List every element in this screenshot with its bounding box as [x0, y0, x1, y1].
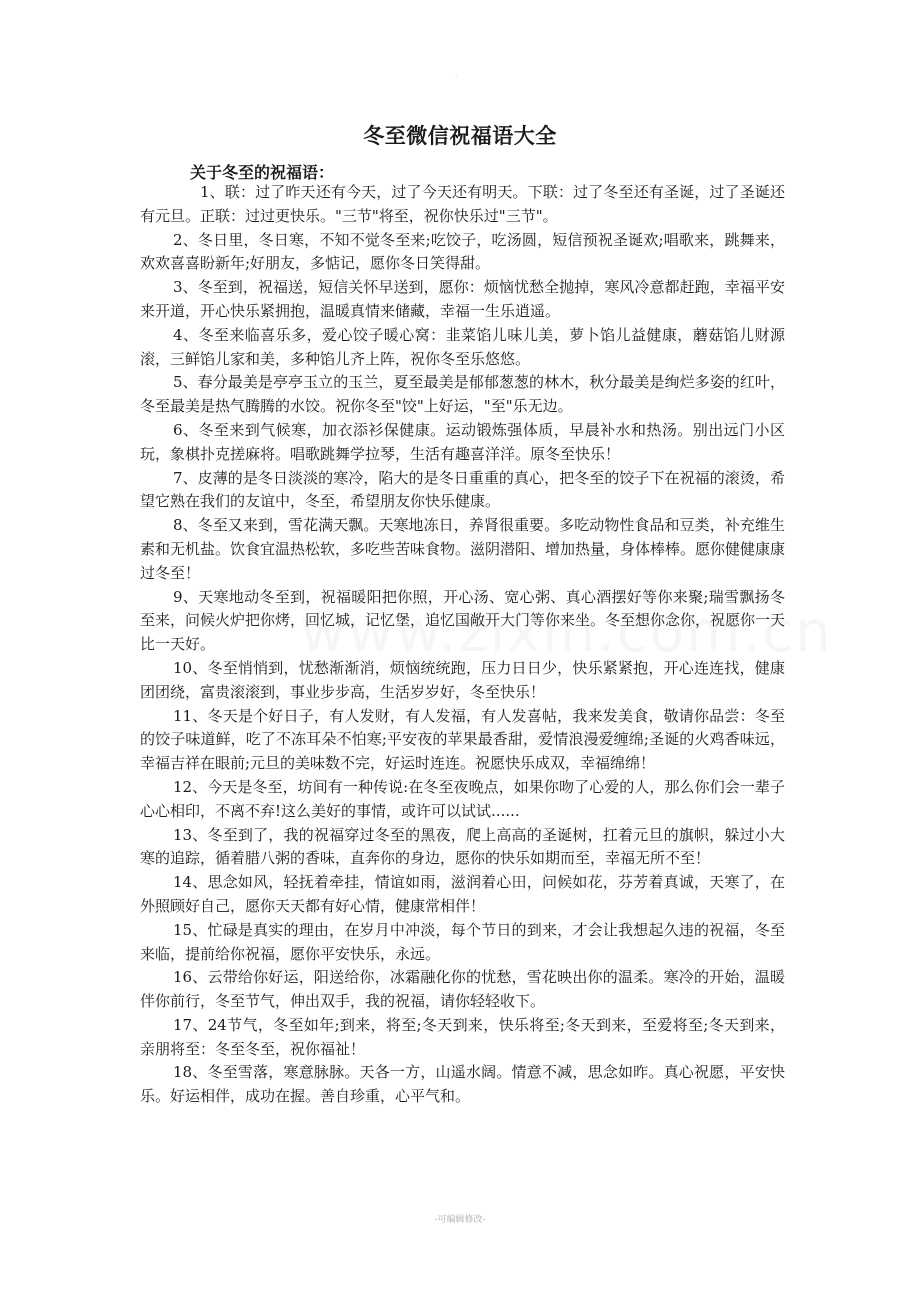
paragraph-11: 11、冬天是个好日子，有人发财，有人发福，有人发喜帖，我来发美食，敬请你品尝：冬至的饺子味道鲜，吃了不冻耳朵不怕寒;平安夜的苹果最香甜，爱情浪漫爱缠绵;圣诞的火鸡香味远，幸福吉祥在眼前;元旦的美味数不完，好运时连连。祝愿快乐成双，幸福绵绵！	[140, 706, 785, 773]
paragraph-6: 6、冬至来到气候寒，加衣添衫保健康。运动锻炼强体质，早晨补水和热汤。别出远门小区玩，象棋扑克搓麻将。唱歌跳舞学拉琴，生活有趣喜洋洋。原冬至快乐！	[140, 420, 785, 463]
body-text	[140, 181, 785, 1109]
paragraph-8: 8、冬至又来到，雪花满天飘。天寒地冻日，养肾很重要。多吃动物性食品和豆类，补充维生素和无机盐。饮食宜温热松软，多吃些苦味食物。滋阴潜阳、增加热量，身体棒棒。愿你健健康康过冬至！	[140, 516, 786, 582]
paragraph-7: 7、皮薄的是冬日淡淡的寒冷，陷大的是冬日重重的真心，把冬至的饺子下在祝福的滚烫，希望它熟在我们的友谊中，冬至，希望朋友你快乐健康。	[140, 468, 785, 511]
paragraph-18: 18、冬至雪落，寒意脉脉。天各一方，山遥水阔。情意不减，思念如昨。真心祝愿，平安快乐。好运相伴，成功在握。善自珍重，心平气和。	[140, 1063, 785, 1106]
paragraph-12: 12、今天是冬至，坊间有一种传说:在冬至夜晚点，如果你吻了心爱的人，那么你们会一辈子心心相印，不离不弃!这么美好的事情，或许可以试试......	[140, 777, 785, 820]
section-heading: 关于冬至的祝福语：	[190, 163, 335, 182]
paragraph-4: 4、冬至来临喜乐多，爱心饺子暖心窝：韭菜馅儿味儿美，萝卜馅儿益健康，蘑菇馅儿财源滚，三鲜馅儿家和美，多种馅儿齐上阵，祝你冬至乐悠悠。	[140, 325, 785, 368]
paragraph-16: 16、云带给你好运，阳送给你，冰霜融化你的忧愁，雪花映出你的温柔。寒冷的开始，温暖伴你前行，冬至节气，伸出双手，我的祝福，请你轻轻收下。	[140, 968, 785, 1011]
page-title: 冬至微信祝福语大全	[363, 124, 557, 148]
paragraph-2: 2、冬日里，冬日寒，不知不觉冬至来;吃饺子，吃汤圆，短信预祝圣诞欢;唱歌来，跳舞来，欢欢喜喜盼新年;好朋友，多惦记，愿你冬日笑得甜。	[140, 230, 785, 273]
top-mark: .	[455, 70, 458, 79]
paragraph-1: 1、联：过了昨天还有今天，过了今天还有明天。下联：过了冬至还有圣诞，过了圣诞还有元旦。正联：过过更快乐。"三节"将至，祝你快乐过"三节"。	[140, 183, 785, 225]
paragraph-3: 3、冬至到，祝福送，短信关怀早送到，愿你：烦恼忧愁全抛掉，寒风冷意都赶跑，幸福平安来开道，开心快乐紧拥抱，温暖真情来储藏，幸福一生乐逍遥。	[140, 278, 785, 320]
paragraph-5: 5、春分最美是亭亭玉立的玉兰，夏至最美是郁郁葱葱的林木，秋分最美是绚烂多姿的红叶，冬至最美是热气腾腾的水饺。祝你冬至"饺"上好运，"至"乐无边。	[140, 373, 785, 416]
paragraph-15: 15、忙碌是真实的理由，在岁月中冲淡，每个节日的到来，才会让我想起久违的祝福，冬至来临，提前给你祝福，愿你平安快乐，永远。	[140, 920, 785, 963]
paragraph-17: 17、24节气，冬至如年;到来，将至;冬天到来，快乐将至;冬天到来，至爱将至;冬天到来，亲朋将至：冬至冬至，祝你福祉！	[140, 1015, 785, 1058]
paragraph-10: 10、冬至悄悄到，忧愁渐渐消，烦恼统统跑，压力日日少，快乐紧紧抱，开心连连找，健康团团绕，富贵滚滚到，事业步步高，生活岁岁好，冬至快乐！	[140, 658, 785, 701]
page-footer: -可编辑修改-	[434, 1215, 486, 1225]
paragraph-9: 9、天寒地动冬至到，祝福暖阳把你照，开心汤、宽心粥、真心酒摆好等你来聚;瑞雪飘扬冬至来，问候火炉把你烤，回忆城，记忆堡，追忆国敞开大门等你来坐。冬至想你念你，祝愿你一天比一天好。	[140, 587, 786, 654]
paragraph-13: 13、冬至到了，我的祝福穿过冬至的黑夜，爬上高高的圣诞树，扛着元旦的旗帜，躲过小大寒的追踪，循着腊八粥的香味，直奔你的身边，愿你的快乐如期而至，幸福无所不至！	[140, 825, 785, 868]
paragraph-14: 14、思念如风，轻抚着牵挂，情谊如雨，滋润着心田，问候如花，芬芳着真诚，天寒了，在外照顾好自己，愿你天天都有好心情，健康常相伴！	[140, 873, 785, 915]
